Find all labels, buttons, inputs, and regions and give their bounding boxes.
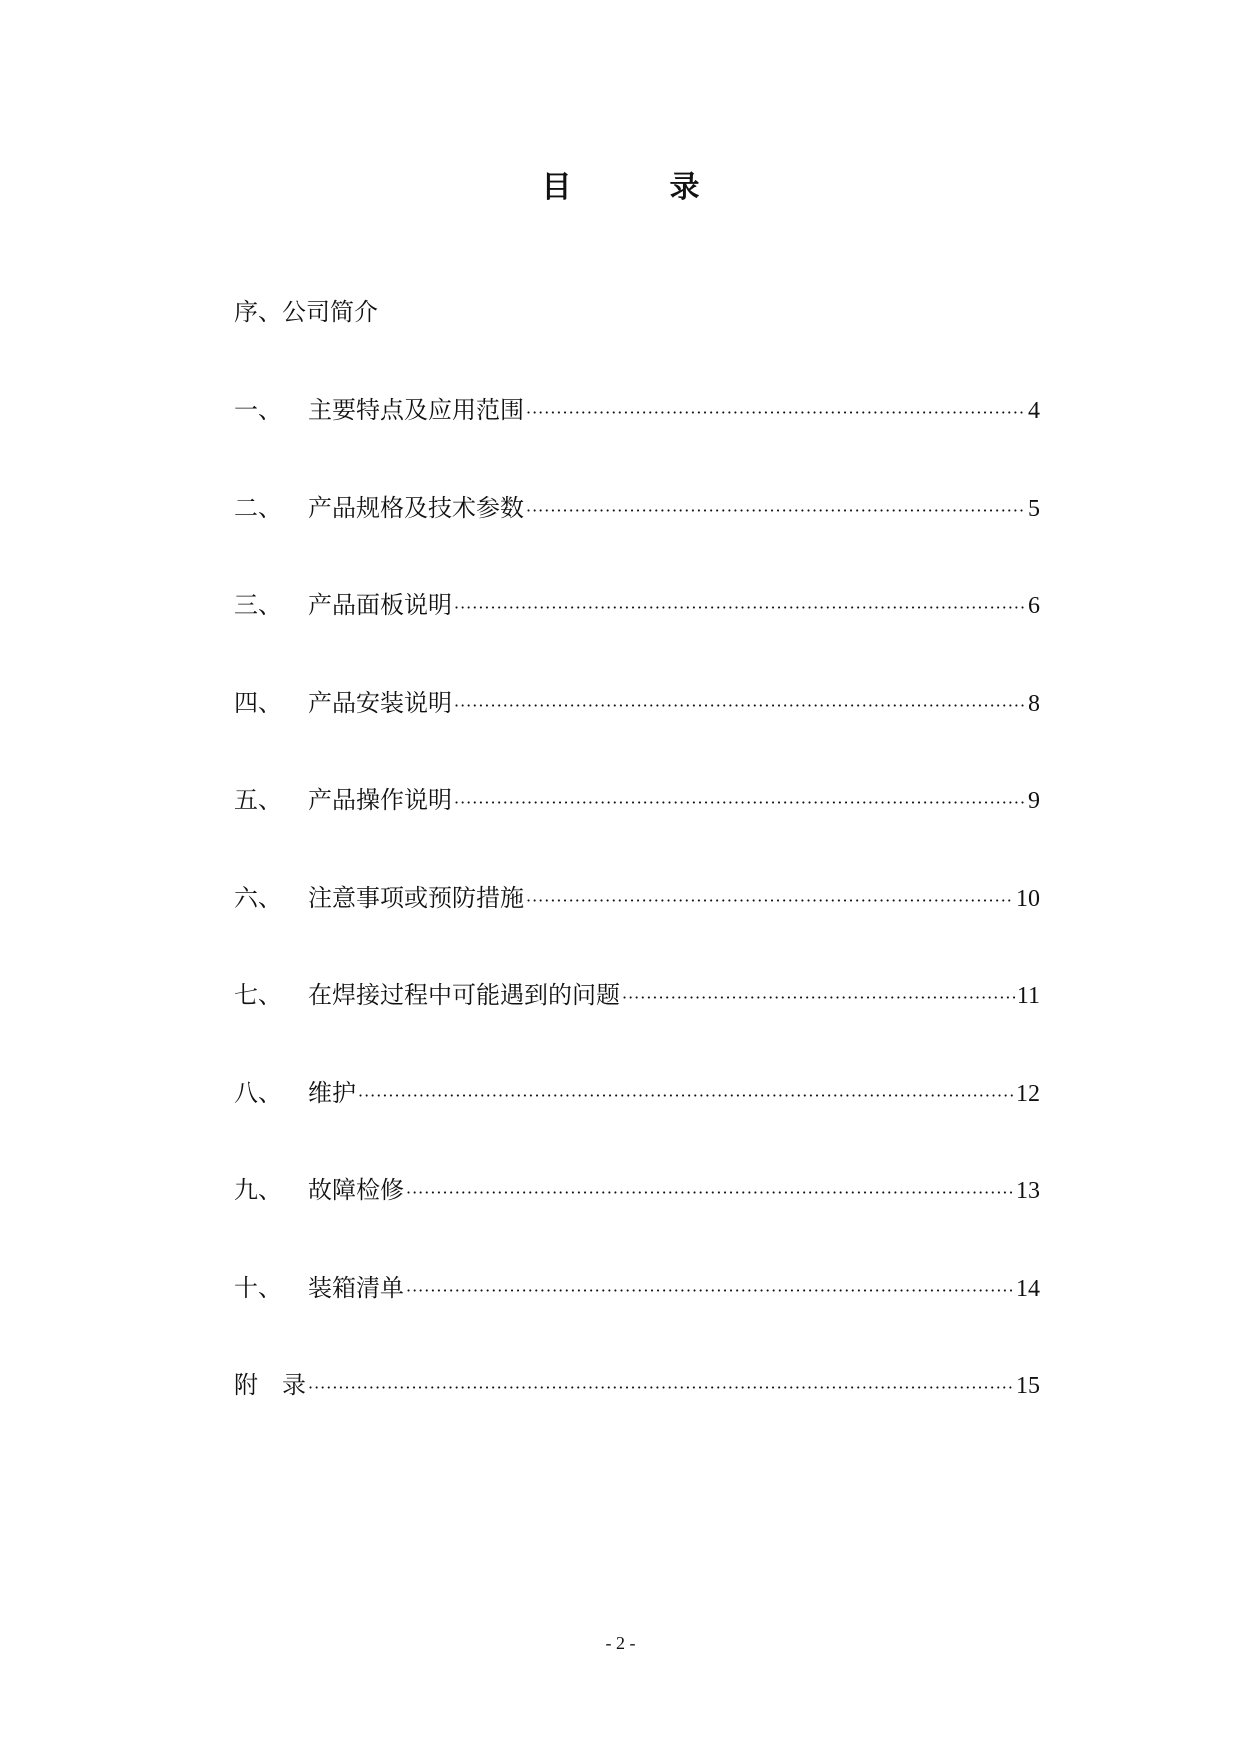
- toc-leader-dots: [454, 793, 1026, 812]
- toc-entry-title: 注意事项或预防措施: [308, 883, 524, 912]
- toc-entry-title: 在焊接过程中可能遇到的问题: [308, 981, 620, 1009]
- toc-entry-page: 4: [1028, 398, 1040, 424]
- toc-leader-dots: [526, 891, 1014, 910]
- toc-entry-page: 14: [1016, 1275, 1040, 1302]
- toc-entry-number: 一、: [234, 396, 282, 424]
- toc-entry-number: 八、: [234, 1078, 282, 1107]
- toc-entry-number: 五、: [234, 786, 282, 814]
- toc-entry-title: 产品规格及技术参数: [308, 493, 524, 522]
- toc-entry-number: 七、: [234, 981, 282, 1009]
- toc-entry[interactable]: [234, 683, 1040, 718]
- toc-entry[interactable]: [234, 390, 1040, 425]
- toc-entry[interactable]: [234, 780, 1040, 815]
- toc-entry[interactable]: [234, 585, 1040, 620]
- toc-entry[interactable]: [234, 488, 1040, 523]
- toc-leader-dots: [358, 1086, 1014, 1105]
- toc-entry-number: 三、: [234, 591, 282, 619]
- toc-entry-title: 故障检修: [308, 1176, 404, 1204]
- toc-entry[interactable]: [234, 1268, 1040, 1303]
- toc-entry-title: 产品安装说明: [308, 688, 452, 717]
- toc-entry-number: 附 录: [234, 1371, 306, 1399]
- toc-leader-dots: [454, 598, 1026, 617]
- toc-entry-page: 11: [1016, 983, 1040, 1009]
- toc-leader-dots: [526, 403, 1026, 422]
- toc-entry[interactable]: [234, 1073, 1040, 1108]
- toc-entry-page: 8: [1028, 690, 1040, 717]
- toc-entry-number: 十、: [234, 1273, 282, 1302]
- toc-leader-dots: [406, 1183, 1014, 1202]
- toc-entry-page: 9: [1028, 788, 1040, 814]
- toc-entry-page: 6: [1028, 593, 1040, 619]
- toc-entry-title: 主要特点及应用范围: [308, 396, 524, 424]
- toc-entry[interactable]: [234, 1365, 1040, 1400]
- toc-entry-number: 四、: [234, 688, 282, 717]
- toc-entry[interactable]: [234, 878, 1040, 913]
- toc-entry-title: 产品面板说明: [308, 591, 452, 619]
- toc-entry-page: 10: [1016, 885, 1040, 912]
- toc-leader-dots: [454, 696, 1026, 715]
- toc-entry-page: 13: [1016, 1178, 1040, 1204]
- toc-leader-dots: [622, 988, 1015, 1007]
- toc-entry[interactable]: [234, 1170, 1040, 1205]
- toc-entry-page: 5: [1028, 495, 1040, 522]
- toc-entry-number: 二、: [234, 493, 282, 522]
- toc-entry-title: 维护: [308, 1078, 356, 1107]
- toc-leader-dots: [308, 1378, 1014, 1397]
- toc-entry-title: 产品操作说明: [308, 786, 452, 814]
- toc-entry-page: 15: [1016, 1373, 1040, 1399]
- toc-leader-dots: [526, 501, 1026, 520]
- toc-intro: 序、公司简介: [234, 298, 378, 326]
- page-number: - 2 -: [605, 1633, 636, 1653]
- toc-leader-dots: [406, 1281, 1014, 1300]
- page-title: 目 录: [541, 170, 734, 205]
- toc-entry[interactable]: [234, 975, 1040, 1010]
- toc-entry-number: 九、: [234, 1176, 282, 1204]
- toc-entry-title: 装箱清单: [308, 1273, 404, 1302]
- toc-entry-number: 六、: [234, 883, 282, 912]
- toc-entry-page: 12: [1016, 1080, 1040, 1107]
